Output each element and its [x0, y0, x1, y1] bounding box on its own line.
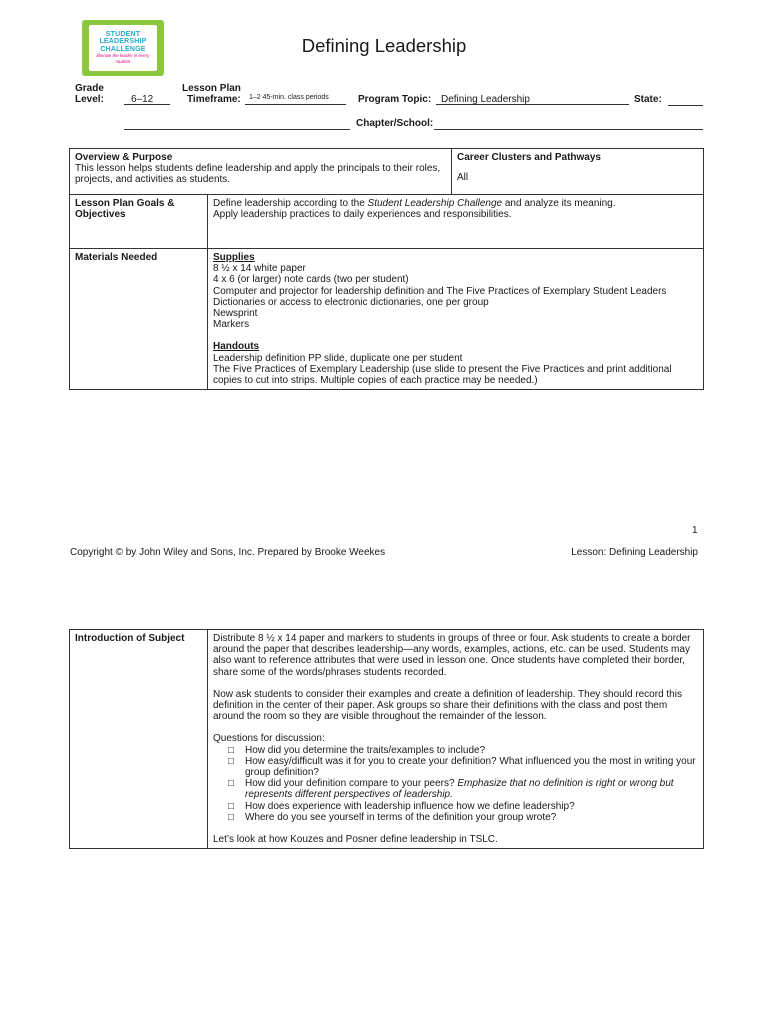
supply-item: Computer and projector for leadership definition and The Five Practices of Exemplary Student Leaders — [213, 285, 667, 297]
chapter-school-label: Chapter/School: — [356, 118, 434, 129]
checkbox-icon[interactable]: □ — [228, 811, 235, 823]
program-topic-field[interactable]: Defining Leadership — [436, 94, 629, 105]
overview-row — [70, 149, 704, 195]
overview-text: This lesson helps students define leadership and apply the principals to their roles, projects, and activities as students. — [75, 163, 441, 186]
checkbox-icon[interactable]: □ — [228, 744, 235, 756]
goals-line-1 — [213, 198, 698, 209]
timeframe-label-2: Timeframe: — [187, 94, 241, 105]
goals-heading: Lesson Plan Goals & Objectives — [70, 195, 208, 249]
handout-item: Leadership definition PP slide, duplicate one per student — [213, 352, 463, 364]
timeframe-label-1: Lesson Plan — [182, 83, 241, 94]
goals-line-1-em: Student Leadership Challenge — [367, 198, 503, 209]
question-text: How easy/difficult was it for you to create your definition? What influenced you the most in writing your group definition? — [245, 755, 696, 779]
document-title: Defining Leadership — [301, 35, 467, 56]
question-text: How did you determine the traits/examples to include? — [245, 744, 486, 756]
materials-heading: Materials Needed — [70, 249, 208, 390]
introduction-row — [70, 630, 704, 849]
materials-row — [70, 249, 704, 390]
grade-label-1: Grade — [75, 83, 104, 94]
question-emphasis: Emphasize that no definition is right or wrong but represents different perspectives of leadership. — [245, 778, 674, 801]
handout-item: The Five Practices of Exemplary Leadership (use slide to present the Five Practices and print additional copies to cut into strips. Multiple copies of each practice may be needed.) — [213, 363, 672, 387]
checkbox-icon[interactable]: □ — [228, 778, 235, 790]
lesson-footer-text: Lesson: Defining Leadership — [571, 547, 698, 558]
discussion-questions-list — [213, 745, 698, 823]
lesson-plan-table — [69, 148, 704, 390]
chapter-left-blank[interactable] — [124, 118, 350, 130]
handouts-heading: Handouts — [213, 341, 260, 353]
careers-cell — [452, 149, 704, 195]
logo-line-2: LEADERSHIP — [99, 38, 147, 46]
question-item — [228, 756, 698, 778]
intro-closing: Let’s look at how Kouzes and Posner define leadership in TSLC. — [213, 834, 498, 846]
question-item — [228, 745, 698, 756]
materials-cell — [208, 249, 704, 390]
question-item — [228, 778, 698, 800]
question-text: How did your definition compare to your peers? — [245, 778, 458, 790]
state-label: State: — [634, 94, 662, 105]
goals-line-1-post: and analyze its meaning. — [502, 198, 616, 209]
intro-paragraph-1: Distribute 8 ½ x 14 paper and markers to students in groups of three or four. Ask students to create a border around the paper that describes leadership—any words, examples, actions, etc. can be used. Students may also want to reference attributes that were used in lesson one. Once students have completed their border, share some of the words/phrases students recorded. — [213, 633, 691, 678]
supplies-heading: Supplies — [213, 252, 255, 263]
program-topic-label: Program Topic: — [358, 94, 432, 105]
page-number: 1 — [692, 525, 698, 536]
supply-item: 8 ½ x 14 white paper — [213, 263, 306, 275]
overview-cell — [70, 149, 452, 195]
supply-item: Newsprint — [213, 308, 258, 320]
timeframe-field[interactable]: 1–2 45-min. class periods — [245, 93, 346, 105]
introduction-table — [69, 629, 704, 849]
logo-line-3: CHALLENGE — [100, 45, 146, 53]
logo-line-1: STUDENT — [105, 30, 141, 38]
careers-heading: Career Clusters and Pathways — [457, 152, 601, 163]
copyright-text: Copyright © by John Wiley and Sons, Inc. Prepared by Brooke Weekes — [70, 547, 386, 558]
goals-cell — [208, 195, 704, 249]
introduction-heading: Introduction of Subject — [70, 630, 208, 849]
supply-item: 4 x 6 (or larger) note cards (two per student) — [213, 274, 409, 286]
question-text: Where do you see yourself in terms of the definition your group wrote? — [245, 811, 557, 823]
questions-heading: Questions for discussion: — [213, 733, 325, 745]
careers-value: All — [457, 172, 469, 184]
checkbox-icon[interactable]: □ — [228, 800, 235, 812]
chapter-school-field[interactable] — [434, 118, 703, 130]
goals-line-1-pre: Define leadership according to the — [213, 198, 368, 209]
supply-item: Markers — [213, 319, 250, 331]
intro-paragraph-2: Now ask students to consider their examples and create a definition of leadership. They should record this definition in the center of their paper. Ask groups so share their definitions with the class and post them around the room so they are visible throughout the remainder of the lesson. — [213, 688, 682, 723]
goals-row — [70, 195, 704, 249]
goals-line-2: Apply leadership practices to daily experiences and responsibilities. — [213, 209, 512, 221]
question-item — [228, 812, 698, 823]
grade-label-2: Level: — [75, 94, 104, 105]
state-field[interactable] — [668, 94, 703, 106]
checkbox-icon[interactable]: □ — [228, 755, 235, 767]
overview-heading: Overview & Purpose — [75, 152, 173, 163]
logo-tagline: liberate the leader in every student — [96, 53, 150, 65]
supply-item: Dictionaries or access to electronic dictionaries, one per group — [213, 296, 489, 308]
grade-level-field[interactable]: 6–12 — [124, 94, 170, 105]
question-item — [228, 801, 698, 812]
introduction-cell — [208, 630, 704, 849]
question-text: How does experience with leadership influence how we define leadership? — [245, 800, 575, 812]
